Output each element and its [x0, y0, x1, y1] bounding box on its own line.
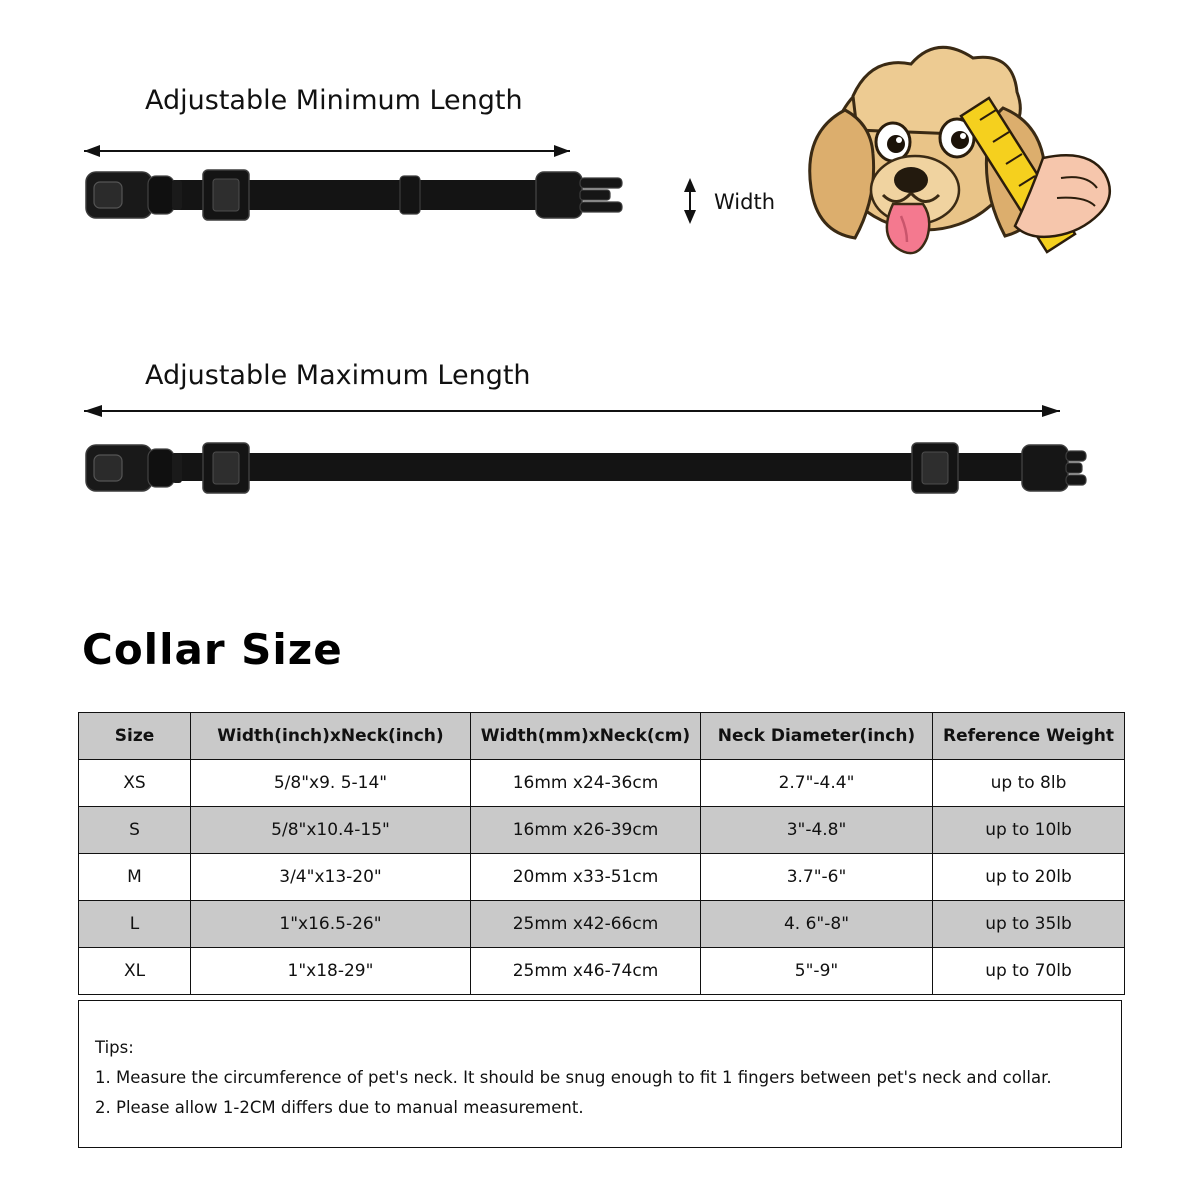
cell-size: S	[79, 807, 191, 854]
cell-neck-diameter-inch: 5"-9"	[701, 948, 933, 995]
cell-size: XS	[79, 760, 191, 807]
table-header-row	[79, 713, 1125, 760]
table-row	[79, 901, 1125, 948]
dog-measuring-illustration	[775, 38, 1125, 298]
cell-neck-diameter-inch: 4. 6"-8"	[701, 901, 933, 948]
collar-size-table-wrapper	[78, 712, 1124, 995]
width-label: Width	[714, 190, 776, 214]
adjustable-minimum-length-label: Adjustable Minimum Length	[145, 85, 523, 116]
cell-neck-diameter-inch: 3.7"-6"	[701, 854, 933, 901]
cell-reference-weight: up to 35lb	[933, 901, 1125, 948]
collar-size-table	[78, 712, 1125, 995]
cell-size: M	[79, 854, 191, 901]
cell-width-inch-neck-inch: 3/4"x13-20"	[191, 854, 471, 901]
cell-width-inch-neck-inch: 1"x18-29"	[191, 948, 471, 995]
cell-width-mm-neck-cm: 25mm x46-74cm	[471, 948, 701, 995]
cell-width-inch-neck-inch: 1"x16.5-26"	[191, 901, 471, 948]
maximum-length-diagram	[60, 395, 1090, 555]
cell-width-mm-neck-cm: 25mm x42-66cm	[471, 901, 701, 948]
cell-size: L	[79, 901, 191, 948]
cell-reference-weight: up to 8lb	[933, 760, 1125, 807]
cell-width-inch-neck-inch: 5/8"x9. 5-14"	[191, 760, 471, 807]
header-neck-diameter-inch: Neck Diameter(inch)	[701, 713, 933, 760]
header-width-inch-neck-inch: Width(inch)xNeck(inch)	[191, 713, 471, 760]
cell-width-mm-neck-cm: 20mm x33-51cm	[471, 854, 701, 901]
cell-reference-weight: up to 20lb	[933, 854, 1125, 901]
table-row	[79, 760, 1125, 807]
tips-box	[78, 1000, 1122, 1148]
cell-neck-diameter-inch: 3"-4.8"	[701, 807, 933, 854]
header-reference-weight: Reference Weight	[933, 713, 1125, 760]
tips-line-2: 2. Please allow 1-2CM differs due to manual measurement.	[95, 1098, 584, 1117]
cell-reference-weight: up to 70lb	[933, 948, 1125, 995]
header-width-mm-neck-cm: Width(mm)xNeck(cm)	[471, 713, 701, 760]
cell-reference-weight: up to 10lb	[933, 807, 1125, 854]
table-row	[79, 948, 1125, 995]
table-row	[79, 854, 1125, 901]
tips-line-1: 1. Measure the circumference of pet's neck. It should be snug enough to fit 1 fingers between pet's neck and collar.	[95, 1068, 1052, 1087]
page-title: Collar Size	[82, 625, 343, 674]
minimum-length-diagram	[60, 120, 720, 280]
cell-width-mm-neck-cm: 16mm x26-39cm	[471, 807, 701, 854]
cell-size: XL	[79, 948, 191, 995]
adjustable-maximum-length-label: Adjustable Maximum Length	[145, 360, 531, 391]
header-size: Size	[79, 713, 191, 760]
cell-neck-diameter-inch: 2.7"-4.4"	[701, 760, 933, 807]
cell-width-inch-neck-inch: 5/8"x10.4-15"	[191, 807, 471, 854]
table-row	[79, 807, 1125, 854]
tips-heading: Tips:	[95, 1038, 134, 1057]
cell-width-mm-neck-cm: 16mm x24-36cm	[471, 760, 701, 807]
